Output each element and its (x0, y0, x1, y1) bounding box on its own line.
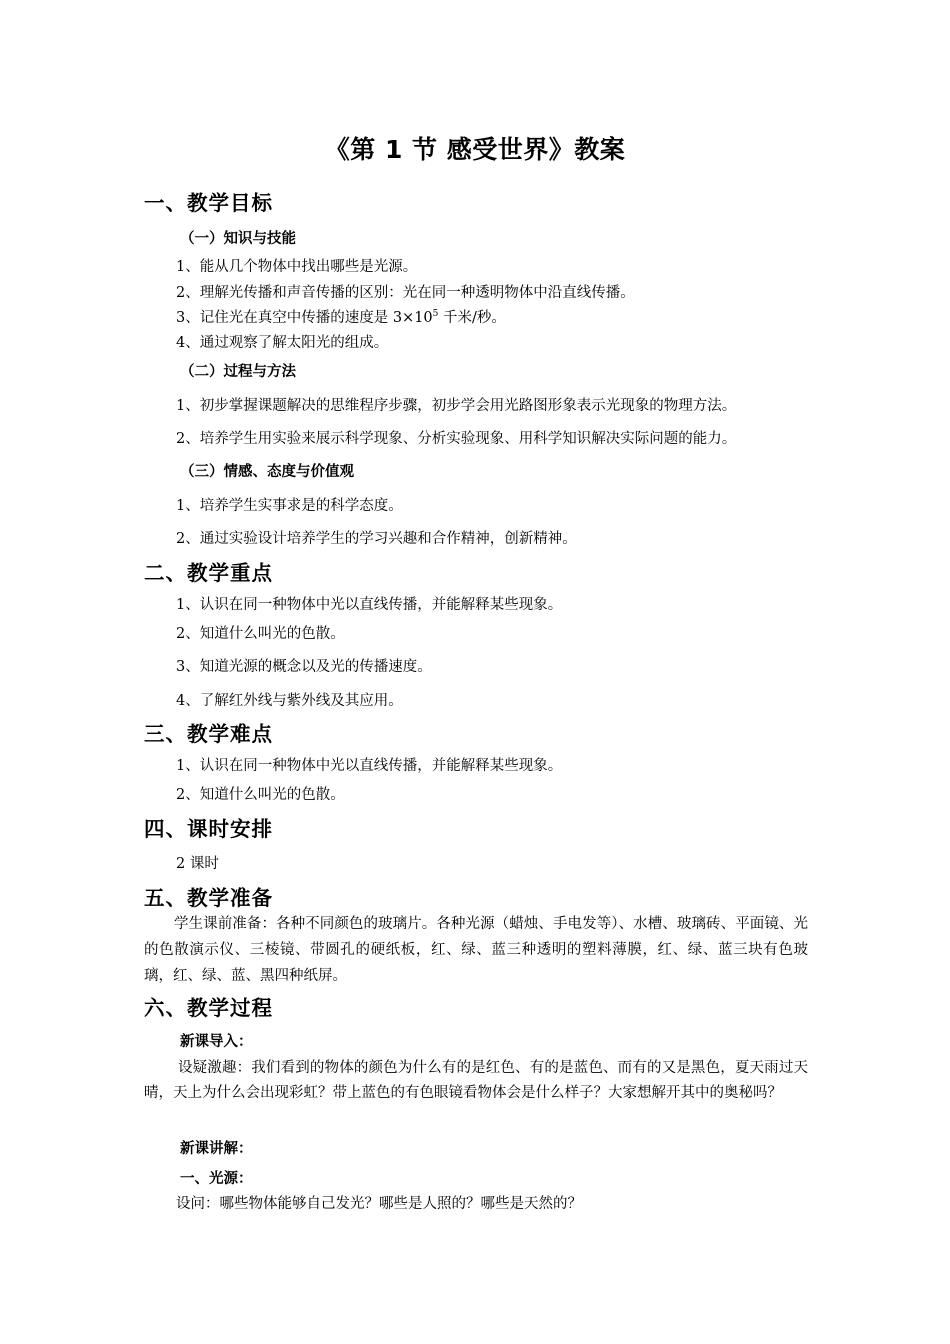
objective-item-3-text: 3、记住光在真空中传播的速度是 3×10 (176, 310, 433, 326)
process-item-1: 1、初步掌握课题解决的思维程序步骤，初步学会用光路图形象表示光现象的物理方法。 (176, 398, 737, 414)
section-heading-process: 六、教学过程 (144, 996, 273, 1020)
section-heading-preparation: 五、教学准备 (144, 886, 273, 910)
schedule-text: 2 课时 (176, 856, 219, 872)
exponent: 5 (432, 309, 439, 320)
section-heading-difficulties: 三、教学难点 (144, 722, 273, 746)
subheading-process-methods: （二）过程与方法 (180, 364, 296, 380)
section-heading-objectives: 一、教学目标 (144, 191, 273, 215)
objective-item-1: 1、能从几个物体中找出哪些是光源。 (176, 259, 418, 275)
key-point-item-4: 4、了解红外线与紫外线及其应用。 (176, 693, 403, 709)
subheading-attitudes-values: （三）情感、态度与价值观 (180, 464, 354, 480)
key-point-item-3: 3、知道光源的概念以及光的传播速度。 (176, 659, 432, 675)
subheading-lesson-explanation: 新课讲解： (180, 1141, 253, 1157)
preparation-paragraph: 学生课前准备：各种不同颜色的玻璃片。各种光源（蜡烛、手电发等）、水槽、玻璃砖、平面镜、光的色散演示仪、三棱镜、带圆孔的硬纸板，红、绿、蓝三种透明的塑料薄膜，红、绿、蓝三块有色玻璃，红、绿、蓝、黑四种纸屏。 (144, 916, 808, 984)
key-point-item-2: 2、知道什么叫光的色散。 (176, 626, 345, 642)
subheading-lesson-intro: 新课导入： (180, 1034, 253, 1050)
subheading-light-source: 一、光源： (180, 1171, 253, 1187)
key-point-item-1: 1、认识在同一种物体中光以直线传播，并能解释某些现象。 (176, 597, 563, 613)
section-heading-schedule: 四、课时安排 (144, 817, 273, 841)
attitude-item-2: 2、通过实验设计培养学生的学习兴趣和合作精神，创新精神。 (176, 531, 577, 547)
section-heading-key-points: 二、教学重点 (144, 561, 273, 585)
process-item-2: 2、培养学生用实验来展示科学现象、分析实验现象、用科学知识解决实际问题的能力。 (176, 431, 737, 447)
objective-item-2: 2、理解光传播和声音传播的区别：光在同一种透明物体中沿直线传播。 (176, 285, 635, 301)
subheading-knowledge-skills: （一）知识与技能 (180, 231, 296, 247)
difficulty-item-2: 2、知道什么叫光的色散。 (176, 787, 345, 803)
attitude-item-1: 1、培养学生实事求是的科学态度。 (176, 498, 403, 514)
question-text: 设问：哪些物体能够自己发光？哪些是人照的？哪些是天然的？ (176, 1196, 582, 1212)
document-title: 《第 1 节 感受世界》教案 (324, 135, 626, 164)
difficulty-item-1: 1、认识在同一种物体中光以直线传播，并能解释某些现象。 (176, 758, 563, 774)
intro-paragraph: 设疑激趣：我们看到的物体的颜色为什么有的是红色、有的是蓝色、而有的又是黑色，夏天雨过天晴，天上为什么会出现彩虹？带上蓝色的有色眼镜看物体会是什么样子？大家想解开其中的奥秘吗？ (144, 1060, 808, 1101)
objective-item-3-unit: 千米/秒。 (438, 310, 506, 326)
objective-item-4: 4、通过观察了解太阳光的组成。 (176, 335, 389, 351)
objective-item-3 (176, 306, 506, 327)
